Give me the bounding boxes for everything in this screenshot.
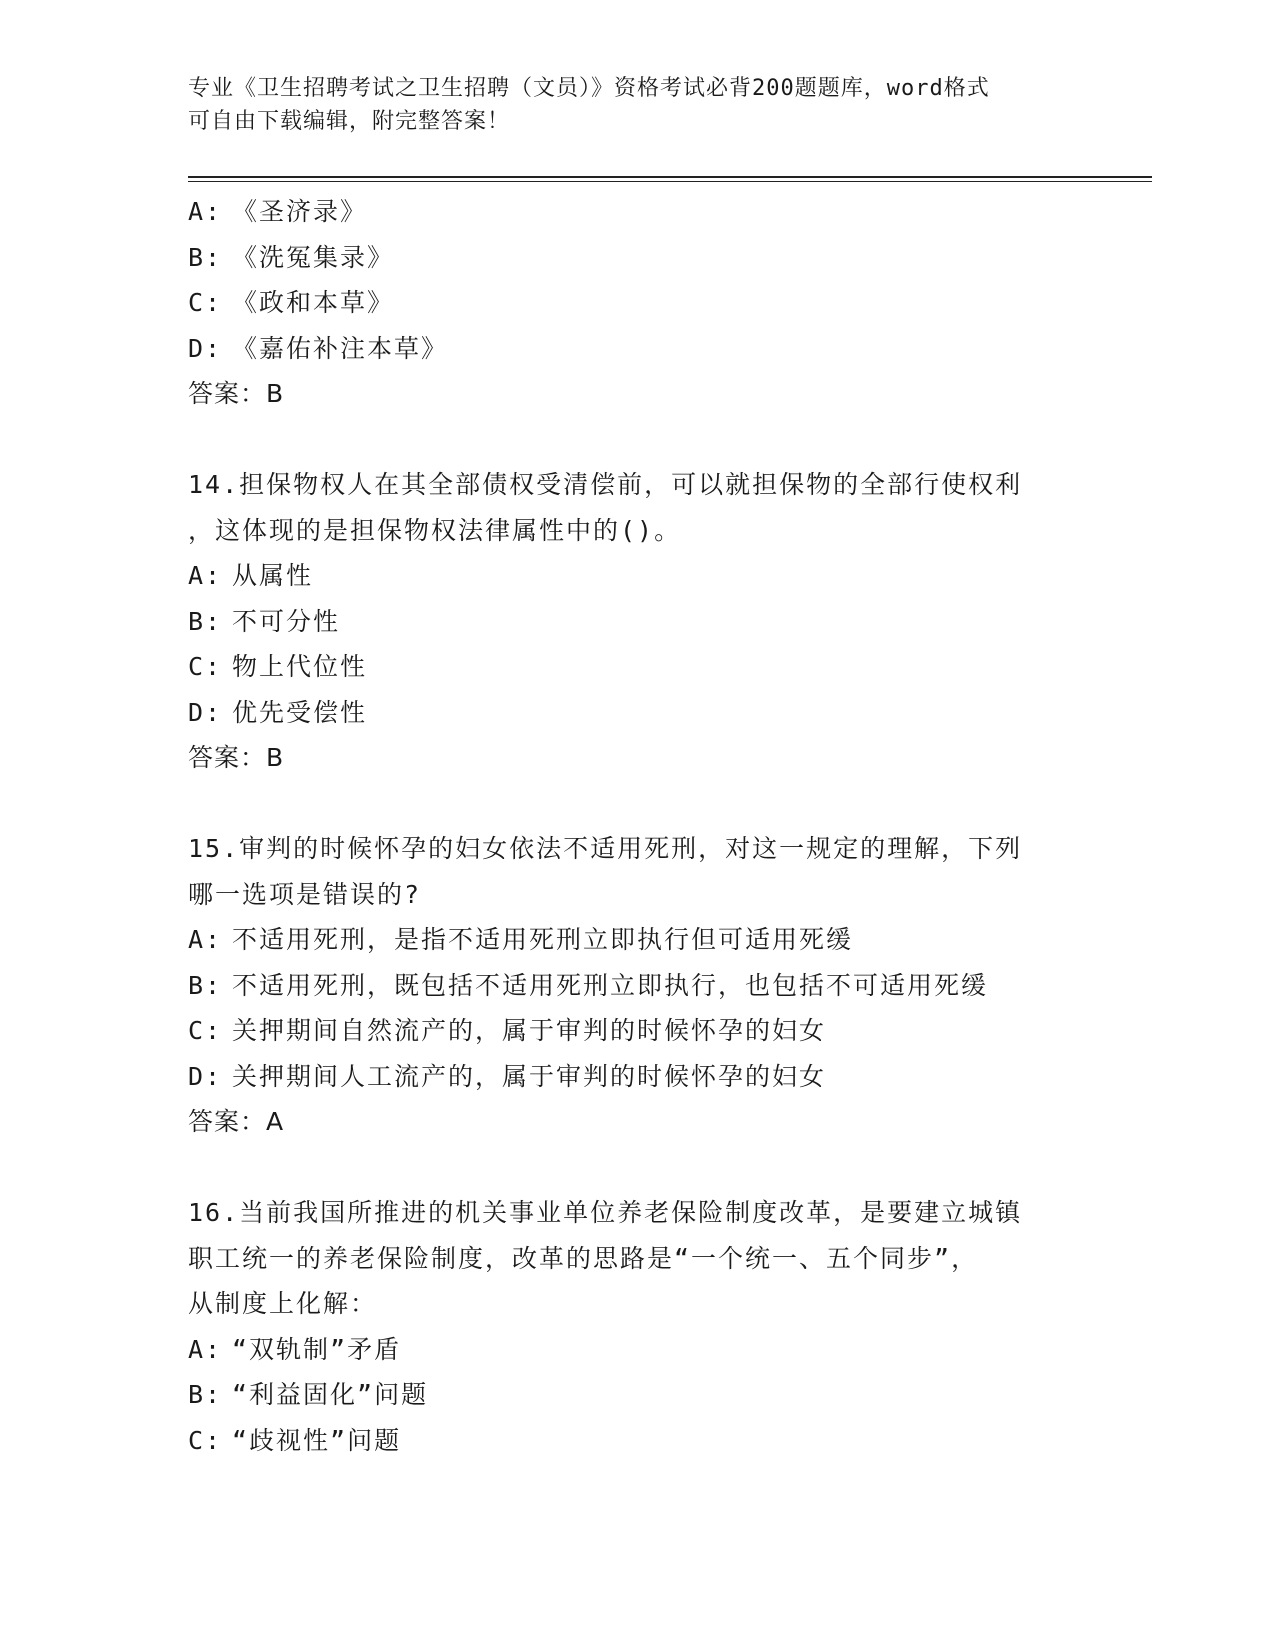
option-c [188, 644, 1088, 690]
option-text: “歧视性”问题 [232, 1425, 402, 1455]
question-text-line-2: 哪一选项是错误的? [188, 879, 422, 909]
option-key: B: [188, 242, 223, 272]
option-key: B: [188, 1380, 223, 1409]
option-text: 《政和本草》 [232, 288, 395, 317]
question-text-line-3: 从制度上化解： [188, 1289, 378, 1318]
spacer [188, 1145, 1088, 1191]
option-key: C: [188, 288, 223, 317]
option-key: C: [188, 1425, 223, 1455]
option-a [188, 917, 1088, 963]
spacer [188, 417, 1088, 463]
option-text: 《洗冤集录》 [232, 242, 395, 272]
question-text-line-1: 14.担保物权人在其全部债权受清偿前，可以就担保物的全部行使权利 [188, 470, 1023, 499]
option-key: C: [188, 652, 223, 681]
question-text-line-1: 16.当前我国所推进的机关事业单位养老保险制度改革，是要建立城镇 [188, 1198, 1023, 1227]
answer-line: 答案：B [188, 379, 285, 408]
option-d [188, 326, 1088, 372]
option-text: 《圣济录》 [232, 197, 368, 226]
option-key: A: [188, 1334, 223, 1364]
question-text-line-1: 15.审判的时候怀孕的妇女依法不适用死刑，对这一规定的理解，下列 [188, 834, 1023, 863]
option-key: D: [188, 1061, 223, 1091]
option-text: 关押期间自然流产的，属于审判的时候怀孕的妇女 [232, 1016, 827, 1045]
question-list [188, 189, 1088, 1463]
header-title-line-1: 专业《卫生招聘考试之卫生招聘（文员）》资格考试必背200题题库，word格式 [188, 76, 990, 101]
option-c [188, 1418, 1088, 1464]
option-key: C: [188, 1016, 223, 1045]
question-text-line-2: 职工统一的养老保险制度，改革的思路是“一个统一、五个同步”， [188, 1243, 979, 1273]
option-b [188, 1372, 1088, 1418]
header-divider-thin [188, 181, 1152, 182]
spacer [188, 781, 1088, 827]
option-text: 不适用死刑，是指不适用死刑立即执行但可适用死缓 [232, 925, 854, 954]
option-text: 物上代位性 [232, 652, 368, 681]
option-text: 优先受偿性 [232, 697, 368, 727]
option-text: 不适用死刑，既包括不适用死刑立即执行，也包括不可适用死缓 [232, 970, 989, 1000]
answer-line: 答案：A [188, 1107, 285, 1136]
document-header [188, 72, 1068, 138]
option-c [188, 1008, 1088, 1054]
option-b [188, 599, 1088, 645]
option-text: 不可分性 [232, 606, 341, 636]
option-text: 《嘉佑补注本草》 [232, 333, 449, 363]
question-16 [188, 1190, 1088, 1463]
option-b [188, 963, 1088, 1009]
answer-line: 答案：B [188, 743, 285, 772]
option-key: D: [188, 697, 223, 727]
option-key: B: [188, 970, 223, 1000]
option-key: D: [188, 333, 223, 363]
option-key: B: [188, 606, 223, 636]
option-key: A: [188, 561, 223, 590]
question-13 [188, 189, 1088, 417]
question-15 [188, 826, 1088, 1145]
question-text-line-2: ，这体现的是担保物权法律属性中的()。 [188, 515, 682, 545]
option-b [188, 235, 1088, 281]
option-text: 从属性 [232, 561, 314, 590]
option-key: A: [188, 925, 223, 954]
option-a [188, 553, 1088, 599]
option-a [188, 189, 1088, 235]
option-d [188, 1054, 1088, 1100]
option-text: 关押期间人工流产的，属于审判的时候怀孕的妇女 [232, 1061, 827, 1091]
header-divider-thick [188, 176, 1152, 178]
option-d [188, 690, 1088, 736]
option-text: “利益固化”问题 [232, 1380, 429, 1409]
header-title-line-2: 可自由下载编辑，附完整答案！ [188, 109, 511, 134]
question-14 [188, 462, 1088, 781]
option-a [188, 1327, 1088, 1373]
option-key: A: [188, 197, 223, 226]
option-text: “双轨制”矛盾 [232, 1334, 402, 1364]
option-c [188, 280, 1088, 326]
